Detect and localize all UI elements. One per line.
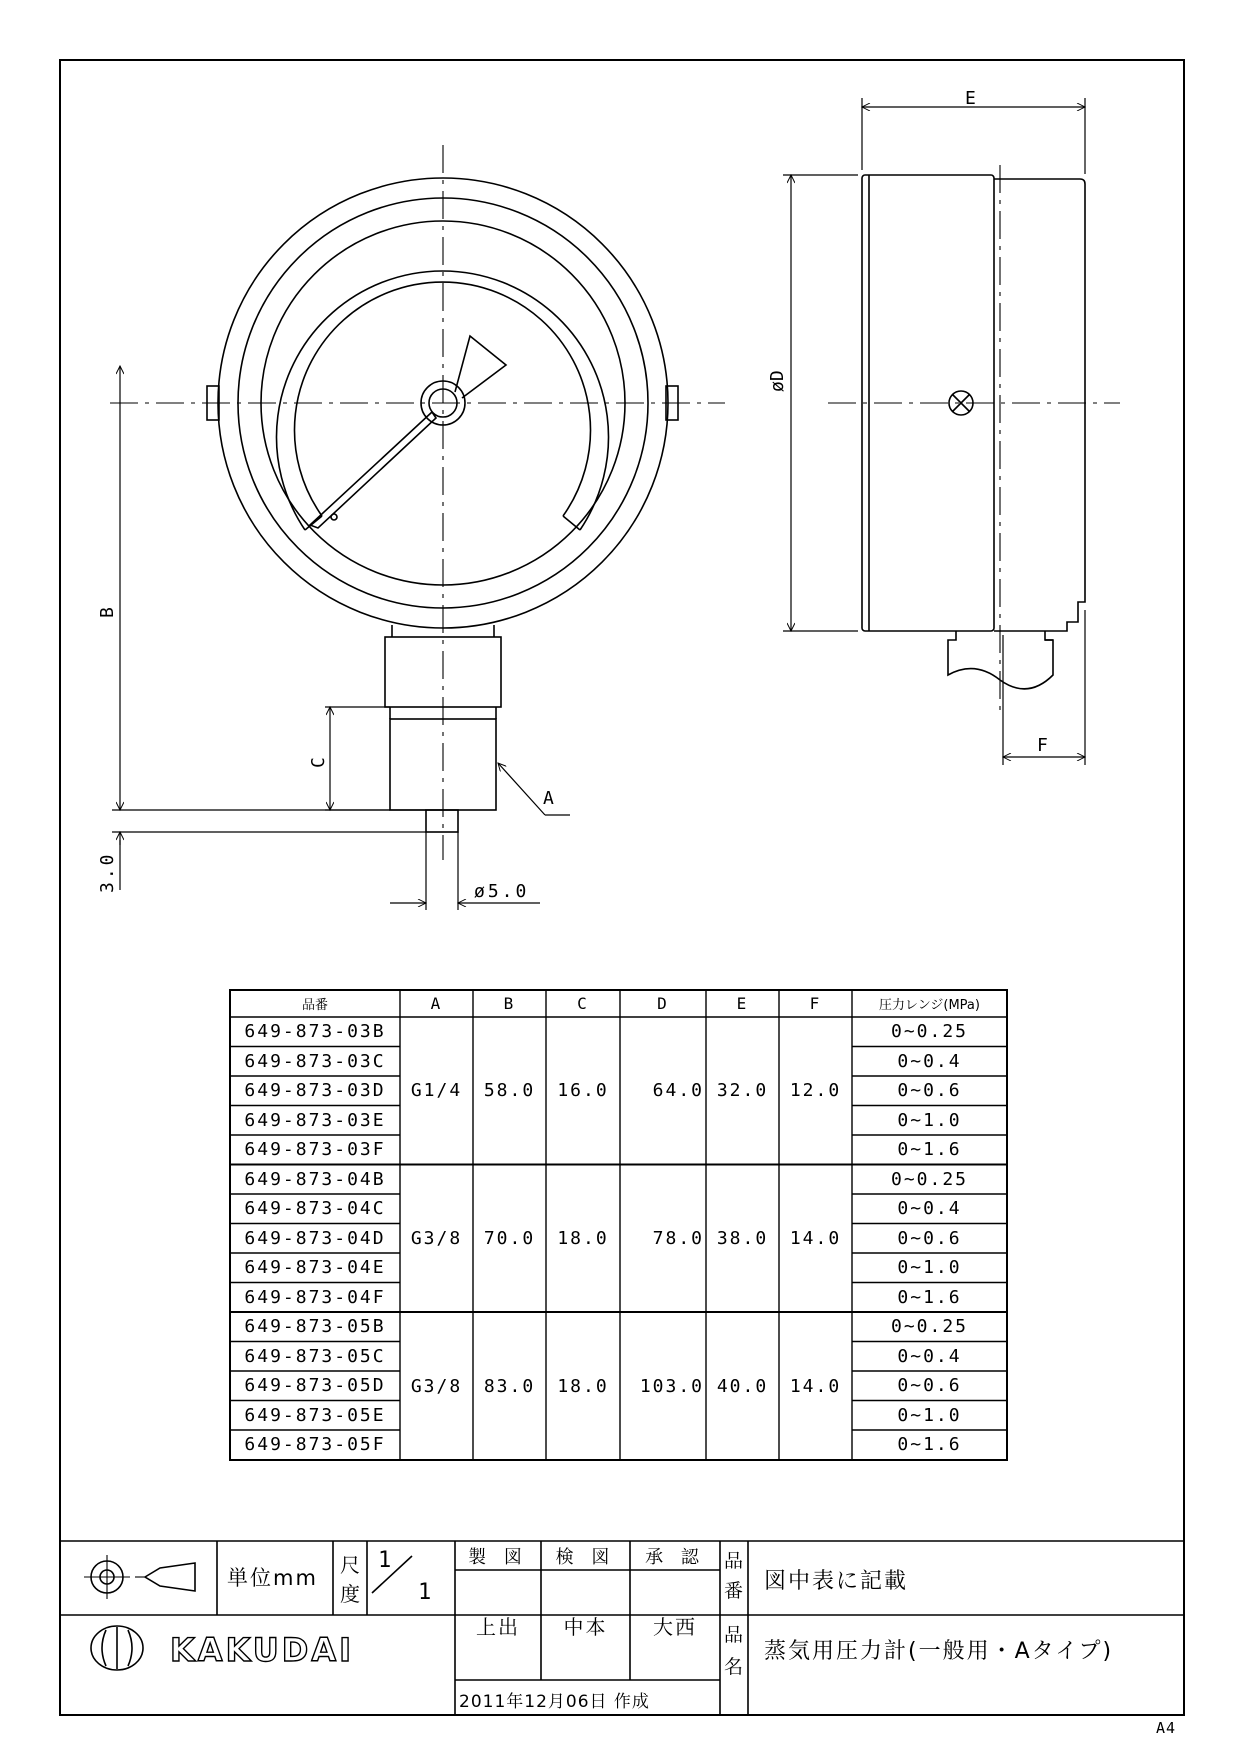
front-centerlines xyxy=(110,145,725,860)
scale-numerator: 1 xyxy=(378,1548,392,1573)
table-row-part: 649-873-04E xyxy=(244,1257,386,1279)
scale-label-2: 度 xyxy=(340,1582,360,1606)
table-row-range: 0~1.0 xyxy=(897,1404,962,1426)
table-row-part: 649-873-05B xyxy=(244,1316,386,1338)
checked-by-name: 中本 xyxy=(563,1614,608,1639)
group-2-e: 38.0 xyxy=(716,1227,769,1249)
name-label-1: 品 xyxy=(724,1624,744,1646)
product-name: 蒸気用圧力計(一般用・Aタイプ) xyxy=(764,1639,1114,1664)
group-2-f: 14.0 xyxy=(789,1227,842,1249)
table-row-range: 0~0.4 xyxy=(897,1198,962,1220)
made-by-header: 製 図 xyxy=(468,1546,528,1568)
group-3-f: 14.0 xyxy=(789,1375,842,1397)
table-row-range: 0~1.0 xyxy=(897,1109,962,1131)
dim-label-3: 3.0 xyxy=(97,851,118,893)
table-row-range: 0~0.6 xyxy=(897,1227,962,1249)
dim-label-d: øD xyxy=(767,370,788,392)
unit-label: 単位mm xyxy=(227,1566,318,1590)
creation-date: 2011年12月06日 作成 xyxy=(459,1692,650,1712)
table-row-part: 649-873-03E xyxy=(244,1109,386,1131)
table-row-part: 649-873-03C xyxy=(244,1050,386,1072)
drawing-frame xyxy=(60,60,1184,1715)
group-2-b: 70.0 xyxy=(483,1227,536,1249)
made-by-name: 上出 xyxy=(476,1614,520,1639)
group-1-a: G1/4 xyxy=(410,1080,463,1101)
dim-label-b: B xyxy=(97,607,118,618)
approved-by-header: 承 認 xyxy=(645,1546,705,1568)
table-row-range: 0~0.6 xyxy=(897,1080,962,1102)
table-row-range: 0~1.6 xyxy=(897,1139,962,1161)
table-row-range: 0~1.6 xyxy=(897,1434,962,1456)
kakudai-logo-text: KAKUDAI xyxy=(170,1631,355,1669)
part-no-label-2: 番 xyxy=(724,1580,744,1602)
group-2-d: 78.0 xyxy=(652,1227,704,1249)
dim-label-c: C xyxy=(308,757,329,768)
table-row-part: 649-873-05C xyxy=(244,1345,386,1367)
table-row-part: 649-873-05F xyxy=(244,1434,386,1456)
table-row-range: 0~0.25 xyxy=(890,1021,969,1043)
table-row-range: 0~0.25 xyxy=(890,1168,969,1190)
table-row-part: 649-873-03F xyxy=(244,1139,386,1161)
table-row-part: 649-873-03D xyxy=(244,1080,386,1102)
group-1-b: 58.0 xyxy=(483,1080,536,1101)
part-no-label-1: 品 xyxy=(724,1550,744,1572)
front-view xyxy=(112,178,678,910)
group-3-d: 103.0 xyxy=(639,1375,704,1397)
table-row-part: 649-873-04C xyxy=(244,1198,386,1220)
table-row-part: 649-873-03B xyxy=(244,1021,386,1043)
name-label-2: 名 xyxy=(724,1656,744,1678)
dim-label-e: E xyxy=(965,88,976,109)
table-row-part: 649-873-05D xyxy=(244,1375,386,1397)
scale-denominator: 1 xyxy=(418,1580,432,1605)
side-centerlines xyxy=(828,165,1120,715)
dim-label-f: F xyxy=(1037,735,1048,756)
checked-by-header: 検 図 xyxy=(555,1546,616,1568)
header-pressure-range: 圧力レンジ(MPa) xyxy=(879,998,980,1013)
table-row-range: 0~1.6 xyxy=(897,1286,962,1308)
group-1-f: 12.0 xyxy=(789,1080,842,1101)
table-row-range: 0~1.0 xyxy=(897,1257,962,1279)
table-row-range: 0~0.4 xyxy=(897,1345,962,1367)
group-1-d: 64.0 xyxy=(652,1080,704,1101)
header-f: F xyxy=(809,994,822,1013)
table-row-part: 649-873-04F xyxy=(244,1286,386,1308)
header-a: A xyxy=(430,994,443,1013)
header-b: B xyxy=(503,994,516,1013)
group-3-e: 40.0 xyxy=(716,1375,769,1397)
scale-label-1: 尺 xyxy=(340,1553,360,1577)
part-no-value: 図中表に記載 xyxy=(764,1569,909,1594)
table-row-range: 0~0.6 xyxy=(897,1375,962,1397)
header-c: C xyxy=(577,994,589,1013)
table-row-part: 649-873-04D xyxy=(244,1227,386,1249)
group-1-e: 32.0 xyxy=(716,1080,769,1101)
dim-label-a: A xyxy=(543,788,554,809)
group-3-c: 18.0 xyxy=(557,1375,609,1397)
side-view xyxy=(783,98,1085,765)
group-2-a: G3/8 xyxy=(410,1227,463,1249)
table-row-part: 649-873-04B xyxy=(244,1168,386,1190)
group-2-c: 18.0 xyxy=(557,1227,609,1249)
group-1-c: 16.0 xyxy=(557,1080,609,1101)
approved-by-name: 大西 xyxy=(653,1614,697,1639)
group-3-b: 83.0 xyxy=(483,1375,536,1397)
dim-label-d5: ø5.0 xyxy=(474,881,530,902)
table-row-range: 0~0.25 xyxy=(890,1316,969,1338)
sheet-size: A4 xyxy=(1156,1719,1177,1737)
header-part-no: 品番 xyxy=(301,998,328,1013)
table-row-part: 649-873-05E xyxy=(244,1404,386,1426)
table-row-range: 0~0.4 xyxy=(897,1050,962,1072)
group-3-a: G3/8 xyxy=(410,1375,463,1397)
header-e: E xyxy=(736,994,749,1013)
header-d: D xyxy=(657,994,669,1013)
